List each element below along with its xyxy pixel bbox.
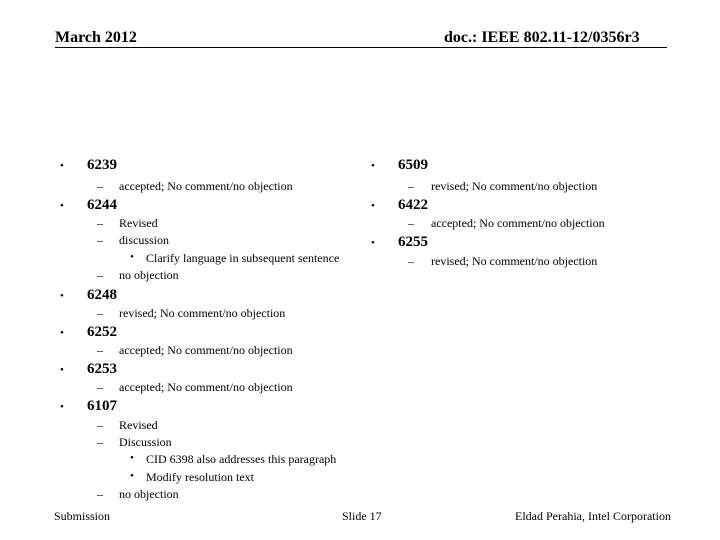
cid-6253-resolution: accepted; No comment/no objection [119, 380, 293, 394]
cid-6255-resolution: revised; No comment/no objection [431, 254, 598, 268]
cid-6107-note-2: Modify resolution text [146, 470, 254, 484]
dash-icon: – [97, 268, 103, 282]
bullet-icon: • [371, 237, 375, 249]
dash-icon: – [408, 216, 414, 230]
bullet-icon: • [60, 200, 64, 212]
cid-6252-resolution: accepted; No comment/no objection [119, 343, 293, 357]
cid-6107-discussion: Discussion [119, 435, 172, 449]
cid-6509-resolution: revised; No comment/no objection [431, 179, 598, 193]
bullet-icon: • [130, 452, 134, 464]
bullet-icon: • [130, 470, 134, 482]
dash-icon: – [97, 306, 103, 320]
cid-6239-resolution: accepted; No comment/no objection [119, 179, 293, 193]
dash-icon: – [97, 179, 103, 193]
cid-6422: 6422 [398, 197, 428, 213]
bullet-icon: • [371, 200, 375, 212]
dash-icon: – [97, 380, 103, 394]
header-rule [55, 47, 667, 48]
cid-6248-resolution: revised; No comment/no objection [119, 306, 286, 320]
bullet-icon: • [60, 327, 64, 339]
header-date: March 2012 [55, 29, 137, 46]
cid-6248: 6248 [87, 287, 117, 303]
dash-icon: – [97, 435, 103, 449]
cid-6244-discussion: discussion [119, 233, 170, 247]
dash-icon: – [97, 233, 103, 247]
dash-icon: – [408, 179, 414, 193]
bullet-icon: • [371, 160, 375, 172]
footer-author: Eldad Perahia, Intel Corporation [515, 509, 671, 523]
cid-6253: 6253 [87, 361, 117, 377]
dash-icon: – [97, 343, 103, 357]
cid-6255: 6255 [398, 234, 428, 250]
header-doc-id: doc.: IEEE 802.11-12/0356r3 [444, 29, 640, 46]
cid-6422-resolution: accepted; No comment/no objection [431, 216, 605, 230]
bullet-icon: • [60, 364, 64, 376]
cid-6107-status: Revised [119, 418, 158, 432]
cid-6107: 6107 [87, 398, 117, 414]
cid-6244-note: Clarify language in subsequent sentence [146, 251, 340, 265]
cid-6244-status: Revised [119, 216, 158, 230]
footer-submission: Submission [54, 509, 111, 523]
bullet-icon: • [130, 251, 134, 263]
cid-6107-note-1: CID 6398 also addresses this paragraph [146, 452, 337, 466]
footer-slide-number: Slide 17 [342, 509, 382, 523]
cid-6239: 6239 [87, 157, 117, 173]
bullet-icon: • [60, 290, 64, 302]
dash-icon: – [408, 254, 414, 268]
cid-6244: 6244 [87, 197, 117, 213]
cid-6252: 6252 [87, 324, 117, 340]
cid-6509: 6509 [398, 157, 428, 173]
dash-icon: – [97, 216, 103, 230]
dash-icon: – [97, 418, 103, 432]
cid-6107-result: no objection [119, 487, 179, 501]
bullet-icon: • [60, 160, 64, 172]
cid-6244-result: no objection [119, 268, 179, 282]
dash-icon: – [97, 487, 103, 501]
bullet-icon: • [60, 401, 64, 413]
